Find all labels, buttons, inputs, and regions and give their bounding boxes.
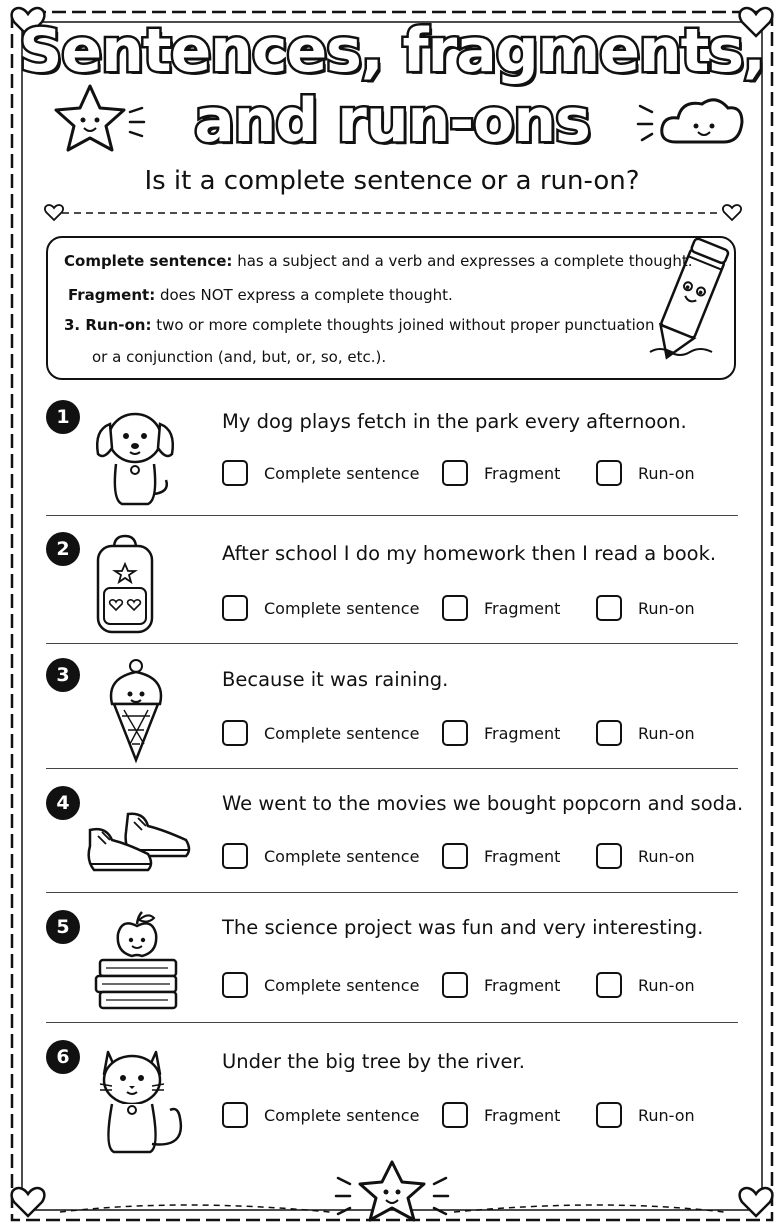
question-text: The science project was fun and very interesting.: [222, 916, 704, 939]
definition-run-on: 3. Run-on: two or more complete thoughts joined without proper punctuation: [64, 316, 655, 334]
definition-run-on-cont: or a conjunction (and, but, or, so, etc.).: [92, 348, 387, 366]
checkbox[interactable]: [222, 460, 248, 486]
checkbox[interactable]: [596, 843, 622, 869]
checkbox[interactable]: [222, 1102, 248, 1128]
checkbox[interactable]: [442, 972, 468, 998]
question-divider: [46, 768, 738, 769]
question-text: My dog plays fetch in the park every afternoon.: [222, 410, 687, 433]
worksheet-page: Sentences, fragments, and run-ons Is it a complete sentence or a run-on? Complete sentence: has a subject and a verb and expresses a complete thought. Fragment: does NOT express a complete thought. 3. Run-on: two or more complete thoughts joined without proper punctuation or a conjunction (and, but, or, so, etc.). 1 My dog plays fetch in the park every afternoon. Complete sentence Fragment Run-on 2 After school I do my homework then I read a book. Complete sentence Fragment Run-on 3 Because it was raining. Complete sentence Fragment Run-on 4 We went to the movies we bought popcorn and soda. Complete sentence Fragment Run-on 5 The science project was fun and very interesting. Complete sentence Fragment Run-on 6 Under the big tree by the river. Complete sentence Fragment Run-on: [0, 0, 784, 1232]
checkbox[interactable]: [442, 843, 468, 869]
question-text: After school I do my homework then I read a book.: [222, 542, 717, 565]
question-divider: [46, 892, 738, 893]
question-number: 6: [46, 1040, 80, 1074]
sneakers-icon: [86, 806, 192, 876]
question-text: Under the big tree by the river.: [222, 1050, 525, 1073]
cat-icon: [94, 1040, 190, 1156]
checkbox[interactable]: [596, 972, 622, 998]
question-text: Because it was raining.: [222, 668, 449, 691]
checkbox[interactable]: [596, 595, 622, 621]
question-number: 1: [46, 400, 80, 434]
backpack-icon: [92, 534, 158, 636]
definition-fragment: Fragment: does NOT express a complete thought.: [68, 286, 453, 304]
dog-icon: [92, 404, 178, 508]
question-number: 4: [46, 786, 80, 820]
question-divider: [46, 1022, 738, 1023]
checkbox[interactable]: [442, 460, 468, 486]
checkbox[interactable]: [442, 595, 468, 621]
title-line-2: and run-ons: [194, 86, 590, 156]
question-divider: [46, 515, 738, 516]
apple-books-icon: [92, 910, 182, 1014]
bottom-star-icon: [60, 1162, 724, 1220]
definition-complete-sentence: Complete sentence: has a subject and a verb and expresses a complete thought.: [64, 252, 693, 270]
checkbox[interactable]: [596, 460, 622, 486]
question-divider: [46, 643, 738, 644]
checkbox[interactable]: [222, 972, 248, 998]
question-number: 5: [46, 910, 80, 944]
question-text: We went to the movies we bought popcorn and soda.: [222, 792, 744, 815]
title-line-1: Sentences, fragments,: [19, 16, 765, 86]
checkbox[interactable]: [596, 720, 622, 746]
checkbox[interactable]: [222, 595, 248, 621]
checkbox[interactable]: [222, 843, 248, 869]
ice-cream-icon: [104, 658, 168, 764]
question-number: 2: [46, 532, 80, 566]
checkbox[interactable]: [596, 1102, 622, 1128]
question-number: 3: [46, 658, 80, 692]
checkbox[interactable]: [442, 720, 468, 746]
subtitle: Is it a complete sentence or a run-on?: [144, 166, 640, 196]
checkbox[interactable]: [222, 720, 248, 746]
checkbox[interactable]: [442, 1102, 468, 1128]
